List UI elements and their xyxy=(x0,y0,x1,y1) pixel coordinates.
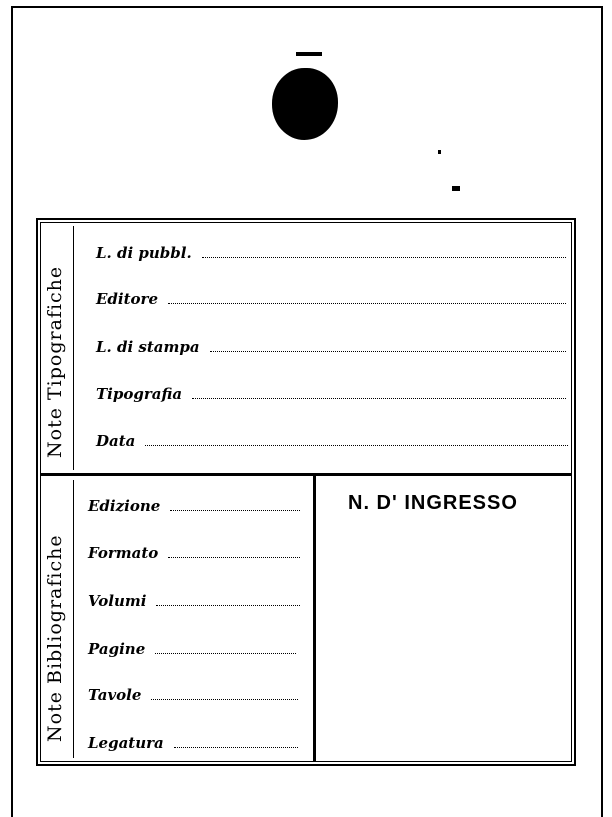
field-label: Tavole xyxy=(88,686,142,704)
field-label: L. di stampa xyxy=(96,338,200,356)
bibliographic-section-label: Note Bibliografiche xyxy=(44,534,66,742)
field-label: L. di pubbl. xyxy=(96,244,192,262)
bibliographic-side-rule xyxy=(73,480,74,758)
field-dotted-line xyxy=(151,698,298,700)
field-label: Legatura xyxy=(88,734,164,752)
field-dotted-line xyxy=(145,444,568,446)
field-data xyxy=(96,432,568,450)
field-dotted-line xyxy=(168,556,300,558)
field-dotted-line xyxy=(168,302,566,304)
field-dotted-line xyxy=(192,397,566,399)
field-label: Data xyxy=(96,432,136,450)
field-edizione xyxy=(88,497,300,515)
field-legatura xyxy=(88,734,298,752)
field-luogo-pubblicazione xyxy=(96,244,566,262)
field-tipografia xyxy=(96,385,566,403)
field-label: Edizione xyxy=(88,497,161,515)
field-tavole xyxy=(88,686,298,704)
ink-speck xyxy=(438,150,441,154)
column-divider xyxy=(313,476,316,762)
field-dotted-line xyxy=(156,604,300,606)
field-luogo-stampa xyxy=(96,338,566,356)
field-dotted-line xyxy=(202,256,566,258)
field-dotted-line xyxy=(210,350,566,352)
field-editore xyxy=(96,290,566,308)
field-formato xyxy=(88,544,300,562)
typographic-section-label: Note Tipografiche xyxy=(44,265,66,458)
field-label: Formato xyxy=(88,544,159,562)
field-label: Volumi xyxy=(88,592,147,610)
field-dotted-line xyxy=(170,509,300,511)
ink-mark xyxy=(296,52,322,56)
section-divider xyxy=(40,473,572,476)
field-volumi xyxy=(88,592,300,610)
punch-hole xyxy=(272,68,338,140)
typographic-side-rule xyxy=(73,226,74,470)
field-dotted-line xyxy=(174,746,298,748)
field-label: Tipografia xyxy=(96,385,183,403)
field-label: Editore xyxy=(96,290,158,308)
field-label: Pagine xyxy=(88,640,146,658)
ingresso-number-label: N. D' INGRESSO xyxy=(348,492,518,514)
field-pagine xyxy=(88,640,296,658)
ink-speck xyxy=(452,186,460,191)
field-dotted-line xyxy=(155,652,296,654)
